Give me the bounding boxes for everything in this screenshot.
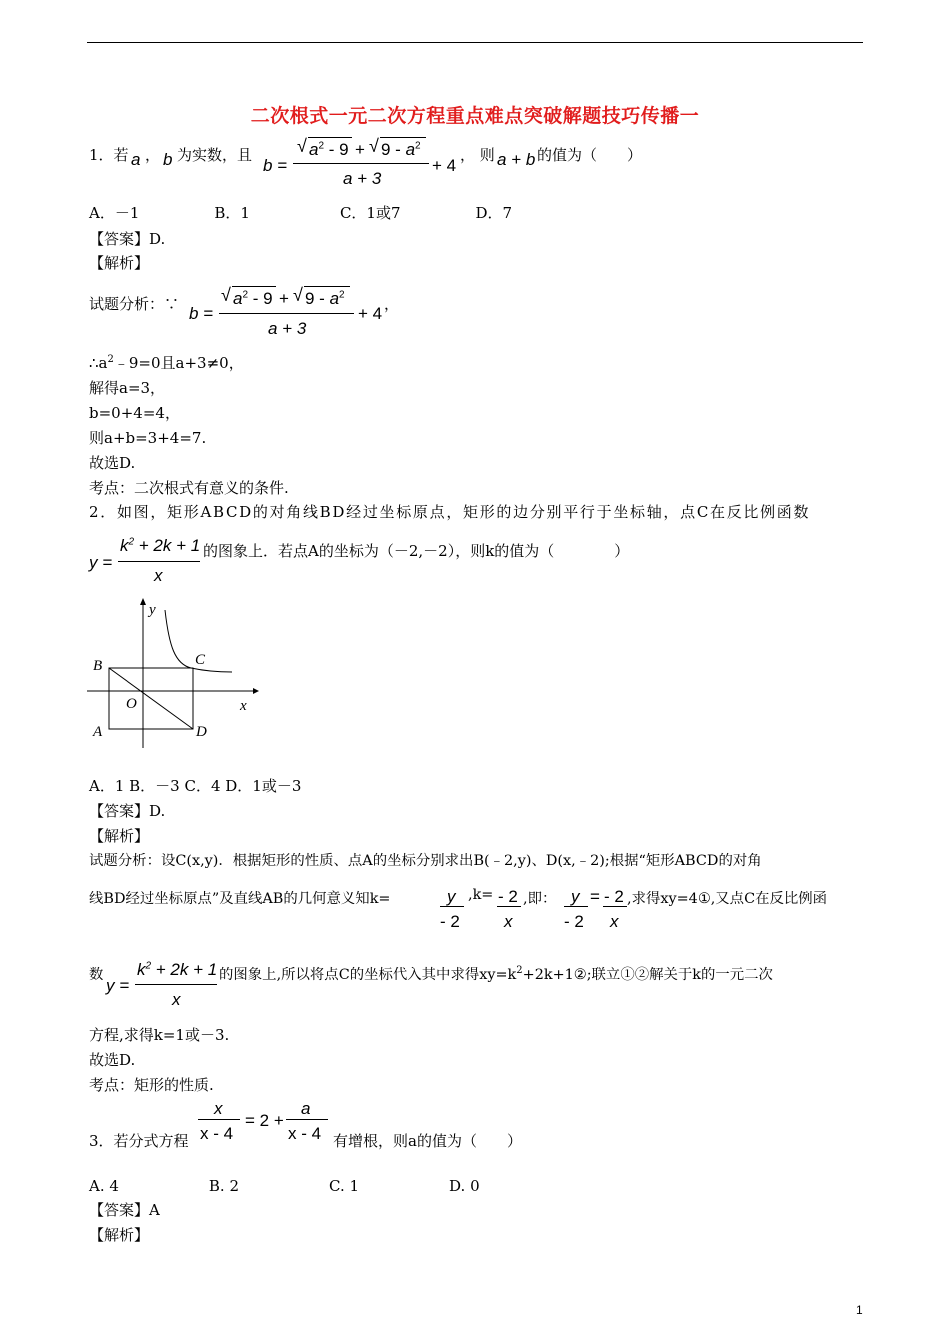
q3-analysis: 【解析】 <box>89 1226 150 1244</box>
diagonal-bd <box>109 668 193 729</box>
rectangle-hyperbola-figure <box>85 596 260 751</box>
q2-num: $k^2 + 2k + 1$ <box>120 536 201 555</box>
q1-text-then: ， 则 <box>460 146 495 164</box>
q3-f1-bar <box>198 1119 240 1120</box>
q2-sol3-a: 数 <box>89 967 104 983</box>
q1-ab: a + b <box>497 150 536 169</box>
q1-line4: 则a+b=3+4=7. <box>89 429 207 447</box>
q1-sol-den: a + 3 <box>268 319 307 338</box>
q1-sol-lead: 试题分析：∵ <box>89 295 180 313</box>
q1-den: a + 3 <box>343 169 382 188</box>
q2-sol3-b: 的图象上,所以将点C的坐标代入其中求得$xy=k^2+2k+1②$;联立①②解关于k的一元二次 <box>219 965 773 983</box>
q2-f3-den: - 2 <box>564 912 584 931</box>
q2-f4-bar <box>603 906 627 907</box>
q1-answer: 【答案】D. <box>89 230 166 248</box>
q2-f2-num: - 2 <box>498 887 518 906</box>
q2-sol3-den: x <box>172 990 181 1009</box>
q1-sol-num2: $9 - a^2$ <box>305 289 345 308</box>
q1-tail-plus: + 4 <box>432 156 457 175</box>
q1-sol-sqrt2-bar <box>304 286 350 287</box>
q1-num-plus: + <box>355 140 365 159</box>
q1-text-mid: 为实数，且 <box>177 146 253 164</box>
q1-sol-num1: $a^2 - 9$ <box>233 289 273 308</box>
q2-f1-den: - 2 <box>440 912 460 931</box>
q2-options: A．1 B．－3 C．4 D．1或－3 <box>89 777 302 795</box>
q2-sol2-d: ,求得xy=4①,又点C在反比例函 <box>627 891 828 907</box>
q2-f4-den: x <box>610 912 619 931</box>
q1-sol-eq-lhs: b = <box>189 304 214 323</box>
q3-answer: 【答案】A <box>89 1201 160 1219</box>
q1-sol-sqrt1-bar <box>232 286 276 287</box>
header-rule <box>87 42 863 43</box>
fig-d-label: D <box>196 724 207 740</box>
q1-sol-sqrt2-sign: √ <box>293 285 303 305</box>
q1-line5: 故选D. <box>89 454 136 472</box>
q2-sol2-b: ,k= <box>468 887 494 903</box>
x-axis-arrow <box>253 688 259 694</box>
fig-a-label: A <box>93 724 103 740</box>
q1-sqrt2-sign: √ <box>369 136 379 156</box>
q1-line1: $\therefore a^2﹣9=0$且a+3≠0， <box>89 354 244 372</box>
q2-sol2-c: ,即： <box>523 891 557 907</box>
q1-line3: b=0+4=4， <box>89 404 180 422</box>
fig-c-label: C <box>195 652 206 668</box>
q2-f1-bar <box>440 906 464 907</box>
q1-analysis: 【解析】 <box>89 254 150 272</box>
q2-f3-bar <box>564 906 588 907</box>
q2-sol5: 故选D. <box>89 1051 136 1069</box>
q1-sol-tail: + 4 <box>358 304 383 323</box>
q2-sol4: 方程,求得k=1或－3. <box>89 1026 230 1044</box>
q2-eq-sign: = <box>590 887 600 906</box>
q2-sol3-bar <box>135 984 217 985</box>
fig-x-label: x <box>240 698 247 714</box>
q1-sqrt1-bar <box>308 137 352 138</box>
q1-line2: 解得a=3， <box>89 379 166 397</box>
q2-f4-num: - 2 <box>604 887 624 906</box>
q1-num1: $a^2 - 9$ <box>309 140 349 159</box>
q1-sol-sqrt1-sign: √ <box>221 285 231 305</box>
fig-b-label: B <box>93 658 103 674</box>
q3-f2-den: x - 4 <box>288 1124 322 1143</box>
q1-sol-comma: ， <box>384 295 400 313</box>
q2-sol1: 试题分析：设C(x,y)．根据矩形的性质、点A的坐标分别求出B(﹣2,y)、D(x,﹣2);根据“矩形ABCD的对角 <box>89 853 762 869</box>
q3-f2-num: a <box>301 1099 311 1118</box>
q2-sol3-num: $k^2 + 2k + 1$ <box>137 960 218 979</box>
q1-line6: 考点：二次根式有意义的条件. <box>89 479 289 497</box>
fig-o-label: O <box>126 696 137 712</box>
q2-sol6: 考点：矩形的性质. <box>89 1076 214 1094</box>
q1-eq-lhs: b = <box>263 156 288 175</box>
q2-f2-bar <box>497 906 521 907</box>
q2-y-eq: y = <box>89 553 113 572</box>
q2-f3-num: y <box>571 887 580 906</box>
document-title: 二次根式一元二次方程重点难点突破解题技巧传播一 <box>250 105 700 127</box>
q2-sol3-yeq: y = <box>106 976 130 995</box>
q3-f1-num: x <box>214 1099 223 1118</box>
q3-f2-bar <box>286 1119 328 1120</box>
q1-sqrt1-sign: √ <box>297 136 307 156</box>
q3-options: A. 4 B. 2 C. 1 D. 0 <box>89 1177 480 1195</box>
q1-comma: ， <box>145 146 161 164</box>
q1-var-a: a <box>131 150 141 169</box>
q1-sqrt2-bar <box>380 137 426 138</box>
q3-mid: = 2 + <box>245 1111 284 1130</box>
q2-den: x <box>154 566 163 585</box>
q3-tail: 有增根，则a的值为（ ） <box>333 1132 522 1150</box>
page-number: 1 <box>856 1303 863 1317</box>
fig-y-label: y <box>149 602 156 618</box>
q1-var-b: b <box>163 150 173 169</box>
q3-lead: 3．若分式方程 <box>89 1132 189 1150</box>
q1-sol-fraction-bar <box>219 313 354 314</box>
q2-f2-den: x <box>504 912 513 931</box>
q1-options: A．－1 B．1 C．1或7 D．7 <box>89 204 513 222</box>
q1-text-end: 的值为（ ） <box>537 146 643 164</box>
q1-num2: $9 - a^2$ <box>381 140 421 159</box>
q2-answer: 【答案】D. <box>89 802 166 820</box>
q2-stem1: 2．如图，矩形ABCD的对角线BD经过坐标原点，矩形的边分别平行于坐标轴，点C在反比例函数 <box>89 503 811 521</box>
q3-f1-den: x - 4 <box>200 1124 234 1143</box>
q1-sol-plus: + <box>279 289 289 308</box>
q1-fraction-bar <box>293 163 429 164</box>
y-axis-arrow <box>140 598 146 605</box>
q2-sol2-a: 线BD经过坐标原点”及直线AB的几何意义知k= <box>89 891 391 907</box>
q1-lead: 1．若 <box>89 146 129 164</box>
q2-stem2: 的图象上．若点A的坐标为（－2,－2），则k的值为（ ） <box>203 542 630 560</box>
q2-analysis: 【解析】 <box>89 827 150 845</box>
q2-f1-num: y <box>447 887 456 906</box>
q2-fraction-bar <box>118 561 200 562</box>
